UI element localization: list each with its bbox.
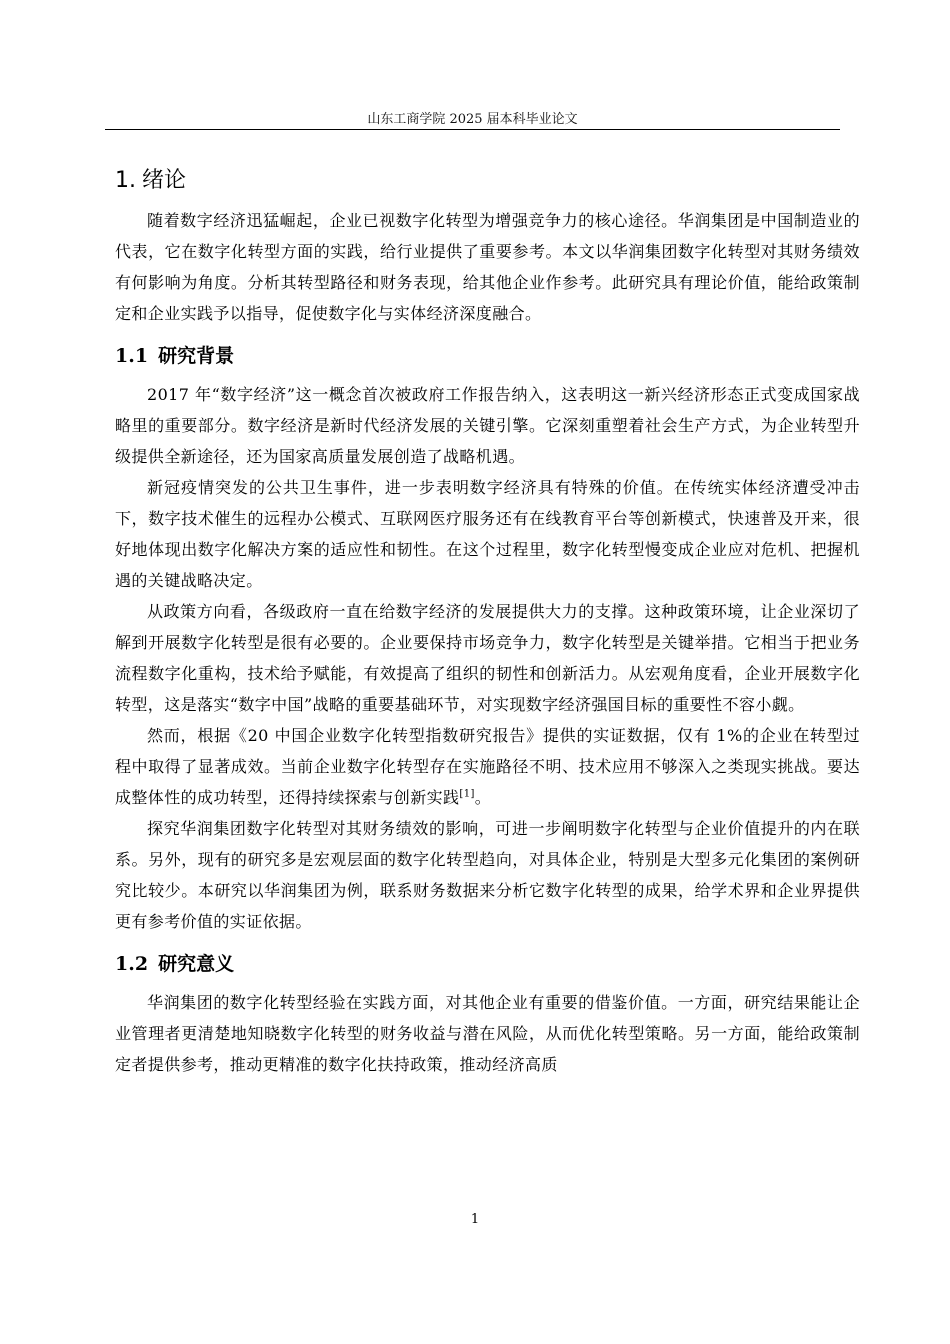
section-heading-1-2 (115, 947, 860, 981)
background-paragraph-3: 从政策方向看，各级政府一直在给数字经济的发展提供大力的支撑。这种政策环境，让企业深切了解到开展数字化转型是很有必要的。企业要保持市场竞争力，数字化转型是关键举措。它相当于把业务流程数字化重构，技术给予赋能，有效提高了组织的韧性和创新活力。从宏观角度看，企业开展数字化转型，这是落实“数字中国”战略的重要基础环节，对实现数字经济强国目标的重要性不容小觑。 (115, 602, 860, 714)
chapter-title: 绪论 (142, 168, 187, 193)
chapter-number: 1. (115, 168, 136, 193)
significance-paragraph-1: 华润集团的数字化转型经验在实践方面，对其他企业有重要的借鉴价值。一方面，研究结果能让企业管理者更清楚地知晓数字化转型的财务收益与潜在风险，从而优化转型策略。另一方面，能给政策制定者提供参考，推动更精准的数字化扶持政策，推动经济高质 (115, 993, 860, 1074)
background-paragraph-4 (115, 720, 860, 813)
section-title: 研究意义 (158, 953, 235, 975)
citation-ref: [1] (459, 788, 475, 800)
background-paragraph-5: 探究华润集团数字化转型对其财务绩效的影响，可进一步阐明数字化转型与企业价值提升的内在联系。另外，现有的研究多是宏观层面的数字化转型趋向，对具体企业，特别是大型多元化集团的案例研究比较少。本研究以华润集团为例，联系财务数据来分析它数字化转型的成果，给学术界和企业界提供更有参考价值的实证依据。 (115, 819, 860, 931)
chapter-heading (115, 163, 860, 199)
section-heading-1-1 (115, 339, 860, 373)
page-body (115, 163, 860, 1080)
section-number: 1.2 (115, 953, 149, 975)
running-header: 山东工商学院 2025 届本科毕业论文 (367, 112, 578, 127)
paragraph-end: 。 (474, 788, 492, 807)
section-title: 研究背景 (158, 345, 235, 367)
background-paragraph-2: 新冠疫情突发的公共卫生事件，进一步表明数字经济具有特殊的价值。在传统实体经济遭受冲击下，数字技术催生的远程办公模式、互联网医疗服务还有在线教育平台等创新模式，快速普及开来，很好地体现出数字化解决方案的适应性和韧性。在这个过程里，数字化转型慢变成企业应对危机、把握机遇的关键战略决定。 (115, 478, 860, 590)
page-number: 1 (470, 1212, 480, 1227)
chapter-intro-paragraph: 随着数字经济迅猛崛起，企业已视数字化转型为增强竞争力的核心途径。华润集团是中国制造业的代表，它在数字化转型方面的实践，给行业提供了重要参考。本文以华润集团数字化转型对其财务绩效有何影响为角度。分析其转型路径和财务表现，给其他企业作参考。此研究具有理论价值，能给政策制定和企业实践予以指导，促使数字化与实体经济深度融合。 (115, 211, 860, 323)
header-rule (105, 129, 840, 130)
section-number: 1.1 (115, 345, 149, 367)
background-paragraph-1: 2017 年“数字经济”这一概念首次被政府工作报告纳入，这表明这一新兴经济形态正式变成国家战略里的重要部分。数字经济是新时代经济发展的关键引擎。它深刻重塑着社会生产方式，为企业转型升级提供全新途径，还为国家高质量发展创造了战略机遇。 (115, 385, 860, 466)
paragraph-text: 然而，根据《20 中国企业数字化转型指数研究报告》提供的实证数据，仅有 1%的企业在转型过程中取得了显著成效。当前企业数字化转型存在实施路径不明、技术应用不够深入之类现实挑战。要达成整体性的成功转型，还得持续探索与创新实践 (115, 726, 860, 807)
